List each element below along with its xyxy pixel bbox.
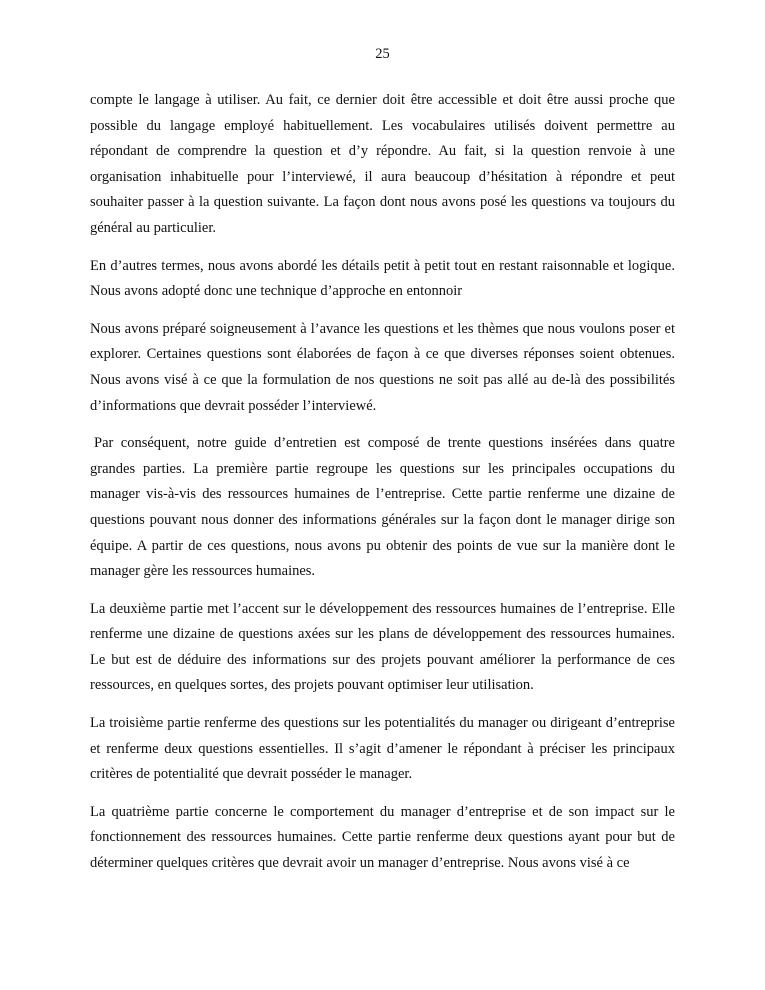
page-number: 25 bbox=[375, 46, 390, 62]
paragraph-7: La quatrième partie concerne le comportement du manager d’entreprise et de son impact sur le fonctionnement des ressources humaines. Cette partie renferme deux questions ayant pour but de déterminer quelques critères que devrait avoir un manager d’entreprise. Nous avons visé à ce bbox=[90, 803, 675, 872]
paragraph-2: En d’autres termes, nous avons abordé les détails petit à petit tout en restant raisonnable et logique. Nous avons adopté donc une technique d’approche en entonnoir bbox=[90, 257, 675, 300]
paragraph-1: compte le langage à utiliser. Au fait, ce dernier doit être accessible et doit être aussi proche que possible du langage employé habituellement. Les vocabulaires utilisés doivent permettre au répondant de comprendre la question et d’y répondre. Au fait, si la question renvoie à une organisation inhabituelle pour l’interviewé, il aura beaucoup d’hésitation à répondre et peut souhaiter passer à la question suivante. La façon dont nous avons posé les questions va toujours du général au particulier. bbox=[90, 92, 675, 236]
paragraph-3: Nous avons préparé soigneusement à l’avance les questions et les thèmes que nous voulons poser et explorer. Certaines questions sont élaborées de façon à ce que diverses réponses soient obtenues. Nous avons visé à ce que la formulation de nos questions ne soit pas allé au de-là des possibilités d’informations que devrait posséder l’interviewé. bbox=[90, 320, 675, 414]
body-text bbox=[90, 88, 675, 889]
paragraph-5: La deuxième partie met l’accent sur le développement des ressources humaines de l’entreprise. Elle renferme une dizaine de questions axées sur les plans de développement des ressources humaines. Le but est de déduire des informations sur des projets pouvant améliorer la performance de ces ressources, en quelques sortes, des projets pouvant optimiser leur utilisation. bbox=[90, 600, 675, 694]
paragraph-6: La troisième partie renferme des questions sur les potentialités du manager ou dirigeant d’entreprise et renferme deux questions essentielles. Il s’agit d’amener le répondant à préciser les principaux critères de potentialité que devrait posséder le manager. bbox=[90, 715, 675, 783]
paragraph-4: Par conséquent, notre guide d’entretien est composé de trente questions insérées dans quatre grandes parties. La première partie regroupe les questions sur les principales occupations du manager vis-à-vis des ressources humaines de l’entreprise. Cette partie renferme une dizaine de questions pouvant nous donner des informations générales sur la façon dont le manager dirige son équipe. A partir de ces questions, nous avons pu obtenir des points de vue sur la manière dont le manager gère les ressources humaines. bbox=[90, 435, 675, 580]
